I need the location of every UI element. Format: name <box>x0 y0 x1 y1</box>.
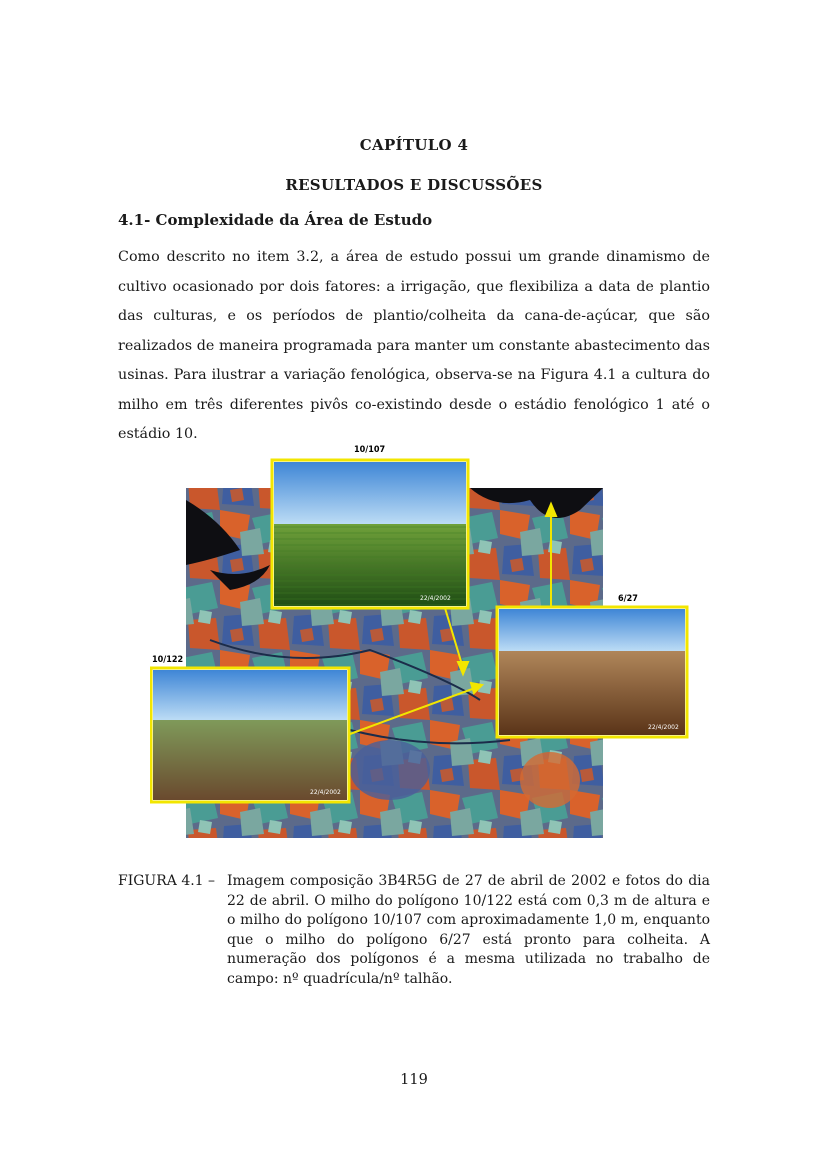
photo-label-10-107: 10/107 <box>354 445 386 455</box>
photo-label-10-122: 10/122 <box>152 655 184 665</box>
photo-date-10-107: 22/4/2002 <box>420 595 451 602</box>
chapter-title: RESULTADOS E DISCUSSÕES <box>285 176 543 194</box>
caption-text: Imagem composição 3B4R5G de 27 de abril de 2002 e fotos do dia 22 de abril. O milho do polígono 10/122 está com 0,3 m de altura e o milho do polígono 10/107 com aproximadamente 1,0 m, enquanto que o milho do polígono 6/27 está pronto para colheita. A numeração dos polígonos é a mesma utilizada no trabalho de campo: nº quadrícula/nº talhão. <box>227 873 710 987</box>
page-number: 119 <box>400 1072 428 1088</box>
figure-4-1 <box>150 440 690 840</box>
photo-label-6-27: 6/27 <box>618 594 638 604</box>
photo-date-10-122: 22/4/2002 <box>310 789 341 796</box>
photo-6-27 <box>497 607 687 737</box>
caption-label: FIGURA 4.1 – <box>118 873 216 889</box>
section-heading: 4.1- Complexidade da Área de Estudo <box>118 211 433 229</box>
chapter-number: CAPÍTULO 4 <box>359 136 469 154</box>
body-paragraph: Como descrito no item 3.2, a área de estudo possui um grande dinamismo de cultivo ocasionado por dois fatores: a irrigação, que flexibiliza a data de plantio das culturas, e os períodos de plantio/colheita da cana-de-açúcar, que são realizados de maneira programada para manter um constante abastecimento das usinas. Para ilustrar a variação fenológica, observa-se na Figura 4.1 a cultura do milho em três diferentes pivôs co-existindo desde o estádio fenológico 1 até o estádio 10. <box>118 249 710 442</box>
photo-date-6-27: 22/4/2002 <box>648 724 679 731</box>
photo-10-107 <box>272 460 468 608</box>
photo-10-122 <box>151 668 349 802</box>
